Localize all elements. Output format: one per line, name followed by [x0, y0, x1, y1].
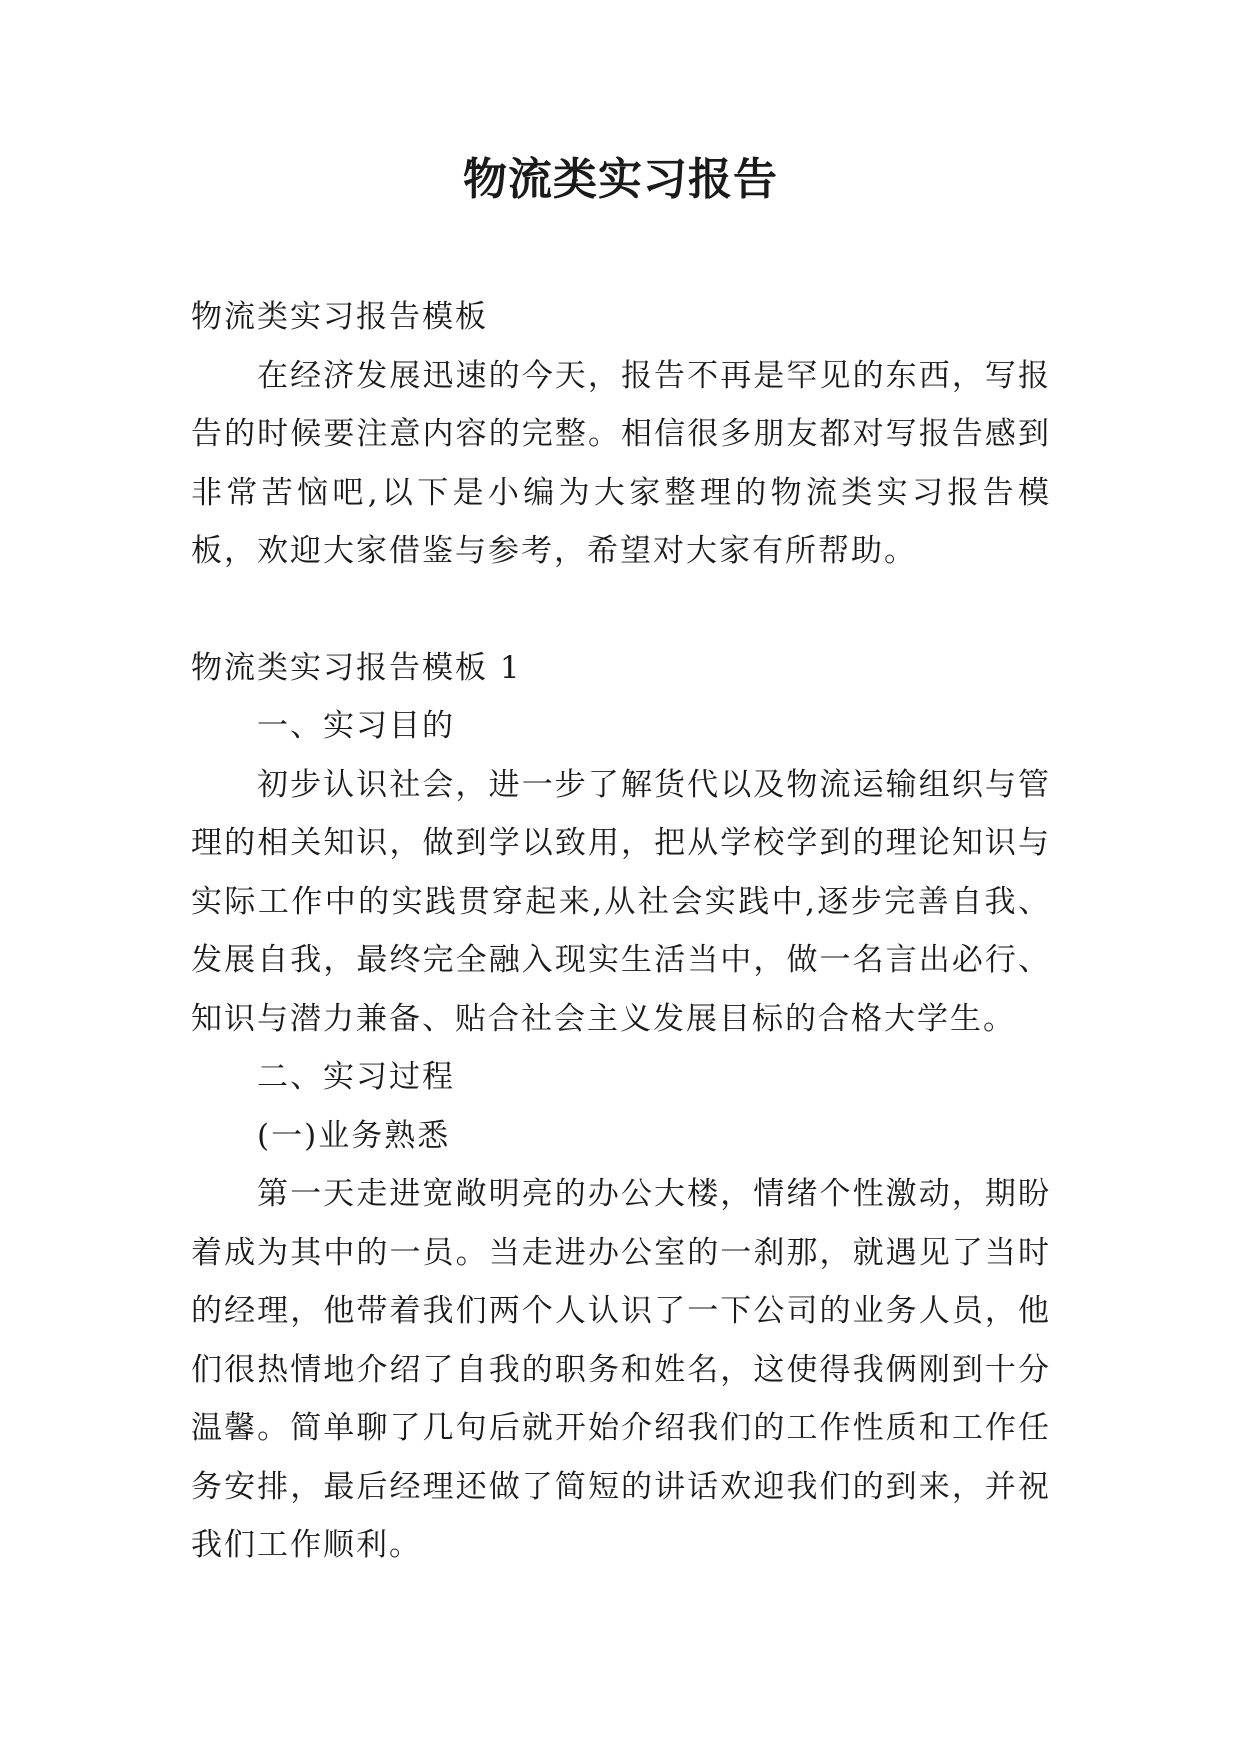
heading-process: 二、实习过程 [257, 1059, 455, 1095]
paragraph-spacer [191, 581, 1051, 639]
intro-paragraph: 在经济发展迅速的今天，报告不再是罕见的东西，写报告的时候要注意内容的完整。相信很多朋友都对写报告感到非常苦恼吧,以下是小编为大家整理的物流类实习报告模板，欢迎大家借鉴与参考，希望对大家有所帮助。 [191, 357, 1051, 569]
document-subtitle: 物流类实习报告模板 [191, 299, 488, 335]
document-title: 物流类实习报告 [463, 154, 778, 205]
subheading-business: (一)业务熟悉 [257, 1117, 451, 1154]
business-paragraph: 第一天走进宽敞明亮的办公大楼，情绪个性激动，期盼着成为其中的一员。当走进办公室的一刹那，就遇见了当时的经理，他带着我们两个人认识了一下公司的业务人员，他们很热情地介绍了自我的职务和姓名，这使得我俩刚到十分温馨。简单聊了几句后就开始介绍我们的工作性质和工作任务安排，最后经理还做了简短的讲话欢迎我们的到来，并祝我们工作顺利。 [191, 1176, 1051, 1563]
heading-purpose: 一、实习目的 [257, 708, 455, 744]
purpose-paragraph: 初步认识社会，进一步了解货代以及物流运输组织与管理的相关知识，做到学以致用，把从学校学到的理论知识与实际工作中的实践贯穿起来,从社会实践中,逐步完善自我、发展自我，最终完全融入现实生活当中，做一名言出必行、知识与潜力兼备、贴合社会主义发展目标的合格大学生。 [191, 766, 1051, 1037]
section-title: 物流类实习报告模板 1 [191, 649, 522, 686]
document-body [191, 288, 1051, 1575]
